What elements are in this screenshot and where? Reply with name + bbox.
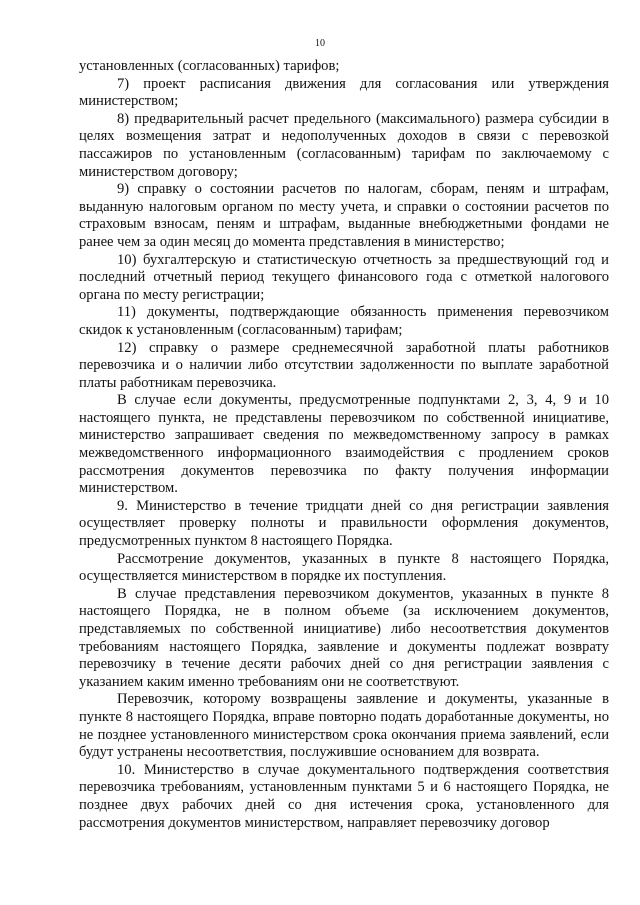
paragraph-interagency-request: В случае если документы, предусмотренные подпунктами 2, 3, 4, 9 и 10 настоящего пункта, не представлены перевозчиком по собственной инициативе, министерство запрашивает сведения по межведомственному запросу в рамках межведомственного информационного взаимодействия с продлением сроков рассмотрения документов перевозчика по факту получения информации министерством.	[79, 392, 609, 497]
paragraph-resubmission: Перевозчик, которому возвращены заявление и документы, указанные в пункте 8 настоящего Порядка, вправе повторно подать доработанные документы, но не позднее установленного министерством срока окончания приема заявлений, если будут устранены несоответствия, послужившие основанием для возврата.	[79, 691, 609, 761]
paragraph-item-8: 8) предварительный расчет предельного (максимального) размера субсидии в целях возмещения затрат и недополученных доходов в связи с перевозкой пассажиров по установленным (согласованным) тарифам по заключаемому с министерством договору;	[79, 110, 609, 180]
paragraph-section-10: 10. Министерство в случае документального подтверждения соответствия перевозчика требованиям, установленным пунктами 5 и 6 настоящего Порядка, не позднее двух рабочих дней со дня истечения срока, установленного для рассмотрения документов министерством, направляет перевозчику договор	[79, 761, 609, 831]
paragraph-item-9: 9) справку о состоянии расчетов по налогам, сборам, пеням и штрафам, выданную налоговым органом по месту учета, и справки о состоянии расчетов по страховым взносам, пеням и штрафам, выданные внебюджетными фондами не ранее чем за один месяц до момента представления в министерство;	[79, 181, 609, 250]
page-number: 10	[315, 38, 325, 49]
paragraph-continuation: установленных (согласованных) тарифов;	[79, 58, 340, 74]
paragraph-return-documents: В случае представления перевозчиком документов, указанных в пункте 8 настоящего Порядка, не в полном объеме (за исключением документов, представляемых по собственной инициативе) либо несоответствия документов требованиям настоящего Порядка, заявление и документы подлежат возврату перевозчику в течение десяти рабочих дней со дня регистрации заявления с указанием каким именно требованиям они не соответствуют.	[79, 585, 609, 690]
paragraph-section-9: 9. Министерство в течение тридцати дней со дня регистрации заявления осуществляет проверку полноты и правильности оформления документов, предусмотренных пунктом 8 настоящего Порядка.	[79, 497, 609, 550]
paragraph-item-10: 10) бухгалтерскую и статистическую отчетность за предшествующий год и последний отчетный период текущего финансового года с отметкой налогового органа по месту регистрации;	[79, 251, 609, 303]
paragraph-item-12: 12) справку о размере среднемесячной заработной платы работников перевозчика и о наличии либо отсутствии задолженности по выплате заработной платы работникам перевозчика.	[79, 339, 609, 391]
paragraph-item-7: 7) проект расписания движения для согласования или утверждения министерством;	[79, 75, 609, 110]
document-body	[79, 58, 609, 832]
paragraph-item-11: 11) документы, подтверждающие обязанность применения перевозчиком скидок к установленным (согласованным) тарифам;	[79, 304, 609, 338]
paragraph-review-order: Рассмотрение документов, указанных в пункте 8 настоящего Порядка, осуществляется министерством в порядке их поступления.	[79, 550, 609, 585]
